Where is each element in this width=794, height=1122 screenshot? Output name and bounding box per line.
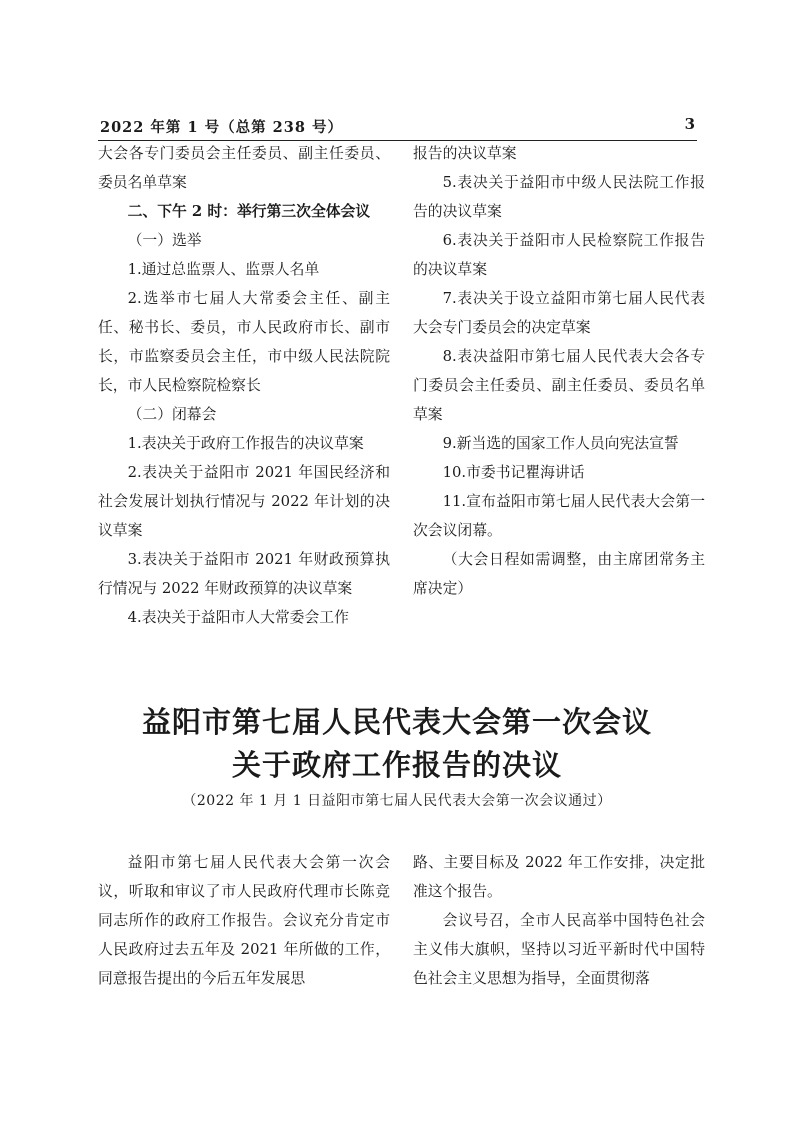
paragraph: 10.市委书记瞿海讲话 (442, 464, 585, 481)
paragraph: （二）闭幕会 (127, 406, 217, 423)
paragraph: 路、主要目标及 2022 年工作安排，决定批准这个报告。 (413, 854, 705, 900)
paragraph: 会议号召，全市人民高举中国特色社会主义伟大旗帜，坚持以习近平新时代中国特色社会主义思想为指导，全面贯彻落 (413, 912, 705, 987)
paragraph: 报告的决议草案 (413, 145, 517, 162)
paragraph: 3.表决关于益阳市 2021 年财政预算执行情况与 2022 年财政预算的决议草案 (98, 551, 390, 597)
running-header (98, 114, 697, 141)
paragraph: 6.表决关于益阳市人民检察院工作报告的决议草案 (413, 232, 705, 278)
paragraph: 二、下午 2 时：举行第三次全体会议 (127, 203, 371, 220)
paragraph: 益阳市第七届人民代表大会第一次会议，听取和审议了市人民政府代理市长陈竞同志所作的政府工作报告。会议充分肯定市人民政府过去五年及 2021 年所做的工作，同意报告提出的今后五年发展思 (98, 854, 390, 987)
paragraph: 11.宣布益阳市第七届人民代表大会第一次会议闭幕。 (413, 493, 705, 539)
paragraph: 大会各专门委员会主任委员、副主任委员、委员名单草案 (98, 145, 390, 191)
page-number: 3 (684, 115, 695, 133)
paragraph: 5.表决关于益阳市中级人民法院工作报告的决议草案 (413, 174, 705, 220)
resolution-title-line1: 益阳市第七届人民代表大会第一次会议 (141, 705, 652, 739)
paragraph: 2.表决关于益阳市 2021 年国民经济和社会发展计划执行情况与 2022 年计划的决议草案 (98, 464, 390, 539)
issue-label: 2022 年第 1 号（总第 238 号） (100, 119, 343, 136)
paragraph: 9.新当选的国家工作人员向宪法宣誓 (442, 435, 679, 452)
paragraph: 8.表决益阳市第七届人民代表大会各专门委员会主任委员、副主任委员、委员名单草案 (413, 348, 705, 423)
paragraph: 1.表决关于政府工作报告的决议草案 (127, 435, 364, 452)
paragraph: 4.表决关于益阳市人大常委会工作 (127, 609, 349, 626)
agenda-right-column (413, 139, 705, 603)
paragraph: 1.通过总监票人、监票人名单 (127, 261, 320, 278)
paragraph: 2.选举市七届人大常委会主任、副主任、秘书长、委员，市人民政府市长、副市长，市监察委员会主任，市中级人民法院院长，市人民检察院检察长 (98, 290, 390, 394)
paragraph: （一）选举 (127, 232, 202, 249)
paragraph: （大会日程如需调整，由主席团常务主席决定） (413, 551, 705, 597)
resolution-left-column (98, 848, 390, 993)
agenda-left-column (98, 139, 390, 632)
resolution-subtitle: （2022 年 1 月 1 日益阳市第七届人民代表大会第一次会议通过） (182, 793, 612, 809)
paragraph: 7.表决关于设立益阳市第七届人民代表大会专门委员会的决定草案 (413, 290, 705, 336)
resolution-right-column (413, 848, 705, 993)
resolution-title-line2: 关于政府工作报告的决议 (231, 748, 562, 782)
